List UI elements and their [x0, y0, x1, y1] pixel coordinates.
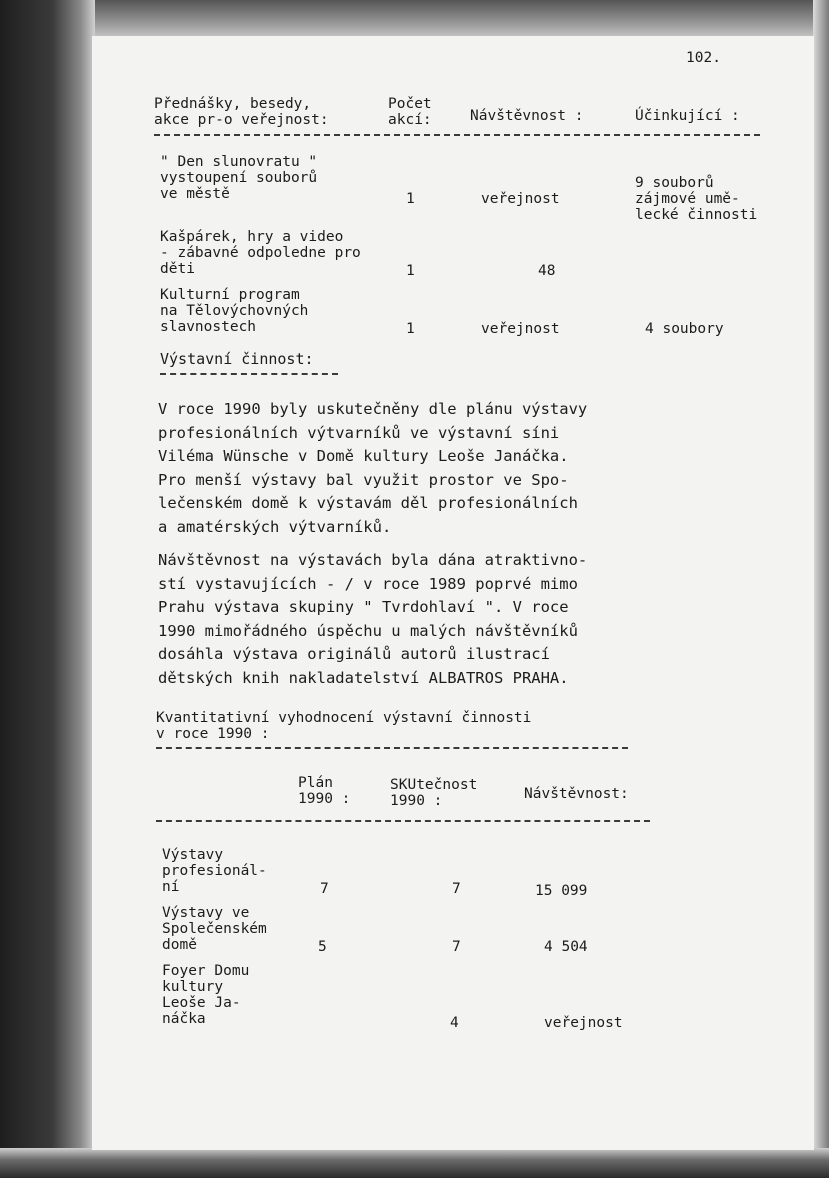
table1-row-count: 1 [406, 191, 415, 207]
table1-row-attendance: 48 [538, 263, 556, 279]
table1-row-count: 1 [406, 321, 415, 337]
book-binding-shadow [0, 0, 95, 1178]
table2-row-attendance: 4 504 [544, 939, 588, 955]
table1-row-event: Kulturní program na Tělovýchovných slavnostech [160, 287, 309, 335]
section-heading: Výstavní činnost: [160, 350, 314, 368]
table2-row-actual: 7 [452, 939, 461, 955]
table2-row-plan: 5 [318, 939, 327, 955]
table2-row-name: Výstavy ve Společenském domě [162, 905, 267, 953]
table1-header-events: Přednášky, besedy, akce pr-o veřejnost: [154, 96, 329, 128]
table2-row-attendance: veřejnost [544, 1015, 623, 1031]
table1-row-attendance: veřejnost [481, 191, 560, 207]
table2-row-actual: 7 [452, 881, 461, 897]
document-page [92, 36, 814, 1150]
page-number: 102. [686, 50, 721, 66]
table2-row-name: Foyer Domu kultury Leoše Ja- náčka [162, 963, 250, 1027]
table2-header-plan: Plán 1990 : [298, 775, 351, 807]
table1-row-performers: 9 souborů zájmové umě- lecké činnosti [635, 175, 758, 223]
table1-header-attendance: Návštěvnost : [470, 108, 584, 124]
section-heading-underline [160, 373, 338, 375]
table2-header-actual: SKUtečnost 1990 : [390, 777, 478, 809]
table1-header-rule [154, 134, 760, 136]
table2-row-plan: 7 [320, 881, 329, 897]
table2-row-attendance: 15 099 [535, 883, 588, 899]
table2-header-attendance: Návštěvnost: [524, 786, 629, 802]
table2-header-rule [156, 820, 650, 822]
evaluation-title-rule [156, 747, 628, 749]
table1-row-attendance: veřejnost [481, 321, 560, 337]
scan-top-edge [0, 0, 829, 40]
table1-row-performers: 4 soubory [645, 321, 724, 337]
scan-right-edge [813, 0, 829, 1178]
paragraph: V roce 1990 byly uskutečněny dle plánu výstavy profesionálních výtvarníků ve výstavní síni Viléma Wünsche v Domě kultury Leoše Janáčka. Pro menší výstavy bal využit prostor ve Spo- lečenském domě k výstavám děl profesionálních a amatérských výtvarníků. [158, 400, 588, 536]
table1-row-event: Kašpárek, hry a video - zábavné odpoledne pro děti [160, 229, 361, 277]
table1-row-event: " Den slunovratu " vystoupení souborů ve městě [160, 154, 318, 202]
evaluation-title: Kvantitativní vyhodnocení výstavní činnosti v roce 1990 : [156, 710, 532, 742]
table1-row-count: 1 [406, 263, 415, 279]
paragraph: Návštěvnost na výstavách byla dána atraktivno- stí vystavujících - / v roce 1989 poprvé mimo Prahu výstava skupiny " Tvrdohlaví ". V roce 1990 mimořádného úspěchu u malých návštěvníků dosáhla výstava originálů autorů ilustrací dětských knih nakladatelství ALBATROS PRAHA. [158, 551, 588, 687]
table1-header-performers: Účinkující : [635, 108, 740, 124]
table2-row-name: Výstavy profesionál- ní [162, 847, 267, 895]
scan-bottom-edge [0, 1148, 829, 1178]
table1-header-count: Počet akcí: [388, 96, 432, 128]
table2-row-actual: 4 [450, 1015, 459, 1031]
